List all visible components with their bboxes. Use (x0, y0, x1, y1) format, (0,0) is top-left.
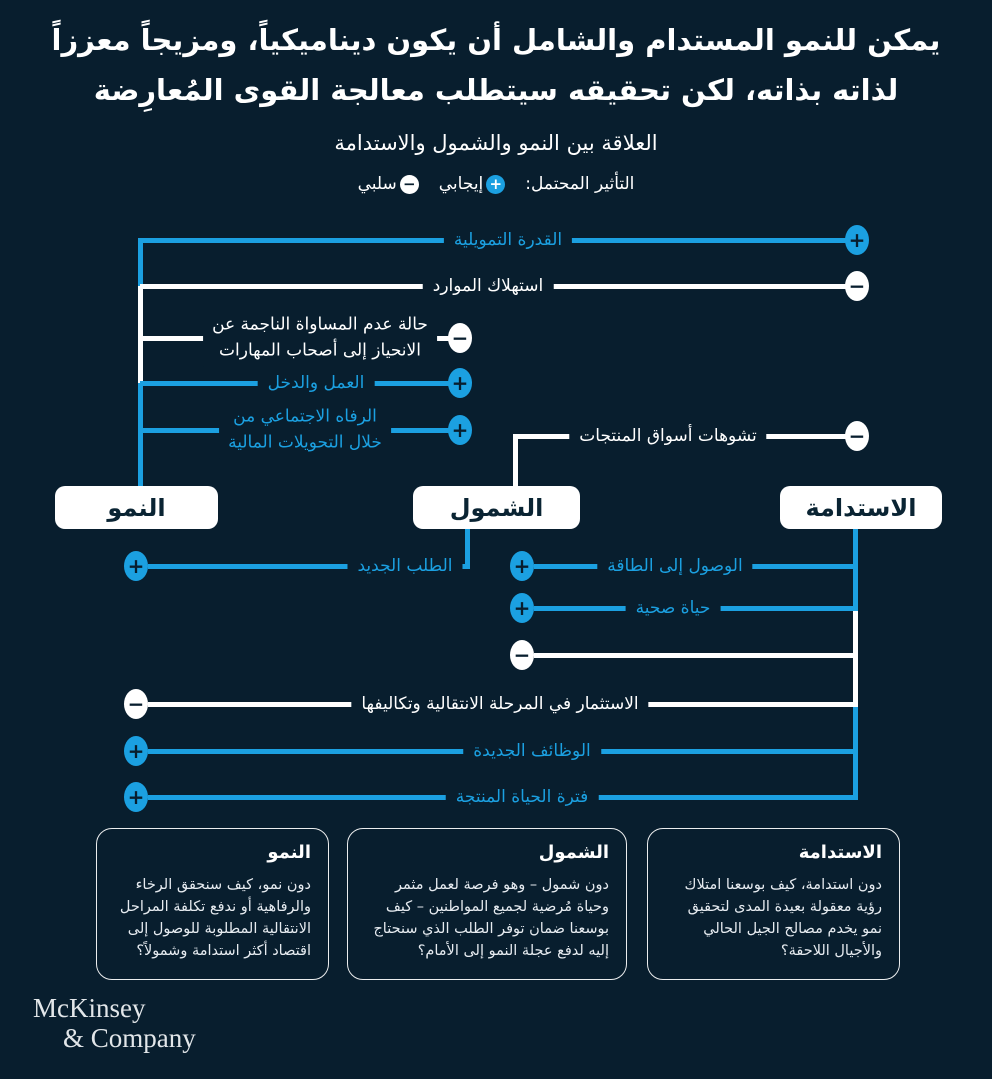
plus-badge (845, 225, 869, 255)
sustainability-trunk-segment (853, 611, 858, 707)
title-line-2: لذاته بذاته، لكن تحقيقه سيتطلب معالجة القوى المُعارِضة (93, 72, 899, 107)
connector-label: الوصول إلى الطاقة (597, 553, 752, 579)
connector-label: القدرة التمويلية (444, 227, 572, 253)
plus-icon: + (451, 371, 469, 395)
info-box-body: دون نمو، كيف سنحقق الرخاء والرفاهية أو ندفع تكلفة المراحل الانتقالية المطلوبة للوصول إلى اقتصاد أكثر استدامة وشمولاً؟ (119, 877, 311, 960)
connector-label-line-1: حالة عدم المساواة الناجمة عن (212, 314, 428, 335)
minus-badge (845, 271, 869, 301)
legend-negative-label: سلبي (357, 174, 397, 194)
logo-line-2: & Company (63, 1022, 196, 1053)
connector-elbow (465, 529, 470, 569)
connector-label: تشوهات أسواق المنتجات (569, 423, 766, 449)
logo-line-1: McKinsey (33, 993, 146, 1023)
minus-icon: − (451, 326, 469, 350)
plus-icon: + (513, 596, 531, 620)
mckinsey-logo (33, 994, 196, 1053)
legend-label: التأثير المحتمل: (525, 174, 635, 194)
connector-label: الاستثمار في المرحلة الانتقالية وتكاليفها (351, 691, 648, 717)
growth-trunk-segment (138, 383, 143, 486)
connector-label (203, 310, 437, 367)
connector-label-line-1: الرفاه الاجتماعي من (233, 406, 377, 427)
connector-label (219, 402, 391, 459)
connector-line (534, 653, 858, 658)
info-box-body: دون شمول – وهو فرصة لعمل مثمر وحياة مُرضية لجميع المواطنين – كيف بوسعنا ضمان توفر الطلب الذي سنحتاج إليه لدفع عجلة النمو إلى الأمام؟ (373, 877, 609, 960)
connector-label: استهلاك الموارد (423, 273, 554, 299)
plus-badge (124, 782, 148, 812)
connector-label-line-2: الانحياز إلى أصحاب المهارات (219, 341, 421, 361)
minus-icon: − (400, 175, 419, 194)
legend-positive-label: إيجابي (438, 174, 484, 194)
connector-elbow (513, 434, 518, 486)
info-box-title: النمو (267, 842, 311, 863)
connector-label: الطلب الجديد (347, 553, 462, 579)
node-inclusion: الشمول (413, 486, 580, 529)
plus-icon: + (848, 228, 866, 252)
plus-icon: + (127, 739, 145, 763)
title-line-1: يمكن للنمو المستدام والشامل أن يكون ديناميكياً، ومزيجاً معززاً (51, 23, 941, 57)
info-box-body: دون استدامة، كيف بوسعنا امتلاك رؤية معقولة بعيدة المدى لتحقيق نمو يخدم مصالح الجيل الحالي والأجيال اللاحقة؟ (684, 877, 882, 960)
growth-trunk-segment (138, 286, 143, 383)
info-box-sustainability (647, 828, 900, 980)
plus-badge (124, 551, 148, 581)
minus-icon: − (127, 692, 145, 716)
minus-badge (845, 421, 869, 451)
plus-icon: + (127, 785, 145, 809)
plus-badge (510, 551, 534, 581)
plus-icon: + (127, 554, 145, 578)
plus-badge (510, 593, 534, 623)
plus-icon: + (513, 554, 531, 578)
plus-badge (124, 736, 148, 766)
growth-trunk-segment (138, 238, 143, 286)
connector-label: الوظائف الجديدة (463, 738, 601, 764)
node-growth: النمو (55, 486, 218, 529)
plus-badge (448, 368, 472, 398)
connector-label: فترة الحياة المنتجة (446, 784, 599, 810)
connector-label-line-2: خلال التحويلات المالية (228, 433, 382, 453)
node-sustainability: الاستدامة (780, 486, 942, 529)
legend-item-negative (358, 174, 419, 194)
legend-item-positive (439, 174, 506, 194)
connector-label: حياة صحية (626, 595, 721, 621)
plus-badge (448, 415, 472, 445)
page-title (0, 16, 992, 116)
info-box-title: الاستدامة (798, 842, 882, 863)
info-box-growth (96, 828, 329, 980)
chart-subtitle: العلاقة بين النمو والشمول والاستدامة (334, 131, 658, 155)
minus-badge (510, 640, 534, 670)
minus-icon: − (848, 274, 866, 298)
info-box-title: الشمول (538, 842, 609, 863)
plus-icon: + (486, 175, 505, 194)
minus-icon: − (513, 643, 531, 667)
minus-badge (448, 323, 472, 353)
sustainability-trunk-segment (853, 529, 858, 611)
connector-label: العمل والدخل (258, 370, 375, 396)
minus-badge (124, 689, 148, 719)
plus-icon: + (451, 418, 469, 442)
impact-legend (0, 174, 992, 194)
info-box-inclusion (347, 828, 627, 980)
minus-icon: − (848, 424, 866, 448)
